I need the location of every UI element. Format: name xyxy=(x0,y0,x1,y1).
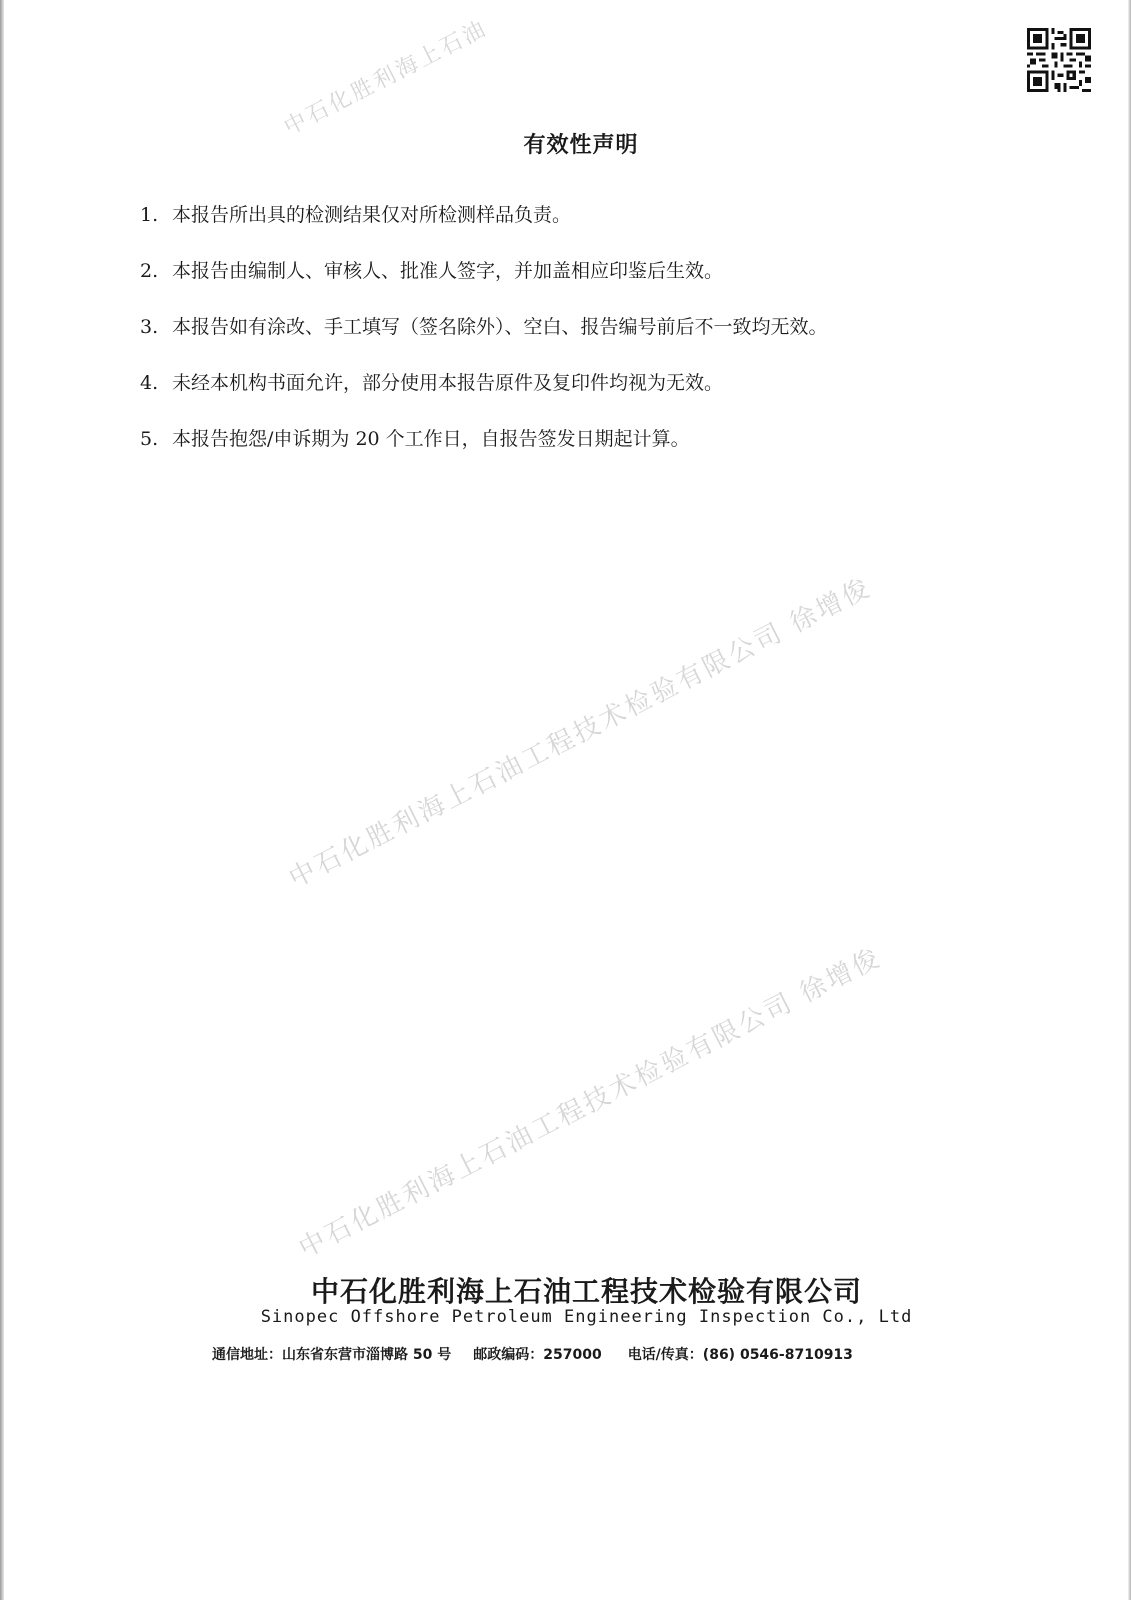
statement-item xyxy=(140,260,1000,316)
statement-number: 2. xyxy=(140,260,159,282)
statement-number: 4. xyxy=(140,372,159,394)
company-name-english: Sinopec Offshore Petroleum Engineering Inspection Co., Ltd xyxy=(260,1307,913,1327)
watermark: 中石化胜利海上石油工程技术检验有限公司 徐增俊 xyxy=(294,942,887,1265)
statement-text: 本报告如有涂改、手工填写（签名除外）、空白、报告编号前后不一致均无效。 xyxy=(172,316,828,338)
statement-number: 1. xyxy=(140,204,159,226)
statement-text: 本报告由编制人、审核人、批准人签字，并加盖相应印鉴后生效。 xyxy=(172,260,724,282)
scan-edge-left xyxy=(0,0,4,1600)
watermark: 中石化胜利海上石油工程技术检验有限公司 徐增俊 xyxy=(284,572,877,895)
company-name-chinese: 中石化胜利海上石油工程技术检验有限公司 xyxy=(310,1275,862,1308)
statement-item xyxy=(140,428,1000,484)
mailing-address: 通信地址：山东省东营市淄博路 50 号 xyxy=(212,1347,452,1363)
watermark: 中石化胜利海上石油 xyxy=(280,15,493,141)
phone-fax: 电话/传真：(86) 0546-8710913 xyxy=(627,1347,853,1363)
statement-text: 本报告所出具的检测结果仅对所检测样品负责。 xyxy=(172,204,572,226)
statement-number: 3. xyxy=(140,316,159,338)
qr-code-icon xyxy=(1027,28,1091,92)
statement-item xyxy=(140,204,1000,260)
statement-text: 本报告抱怨/申诉期为 20 个工作日，自报告签发日期起计算。 xyxy=(172,428,690,450)
postal-code: 邮政编码：257000 xyxy=(473,1347,602,1363)
statement-list xyxy=(140,204,1000,484)
statement-item xyxy=(140,372,1000,428)
statement-text: 未经本机构书面允许，部分使用本报告原件及复印件均视为无效。 xyxy=(172,372,724,394)
contact-info xyxy=(212,1344,972,1364)
page-title: 有效性声明 xyxy=(523,132,639,158)
statement-item xyxy=(140,316,1000,372)
statement-number: 5. xyxy=(140,428,159,450)
